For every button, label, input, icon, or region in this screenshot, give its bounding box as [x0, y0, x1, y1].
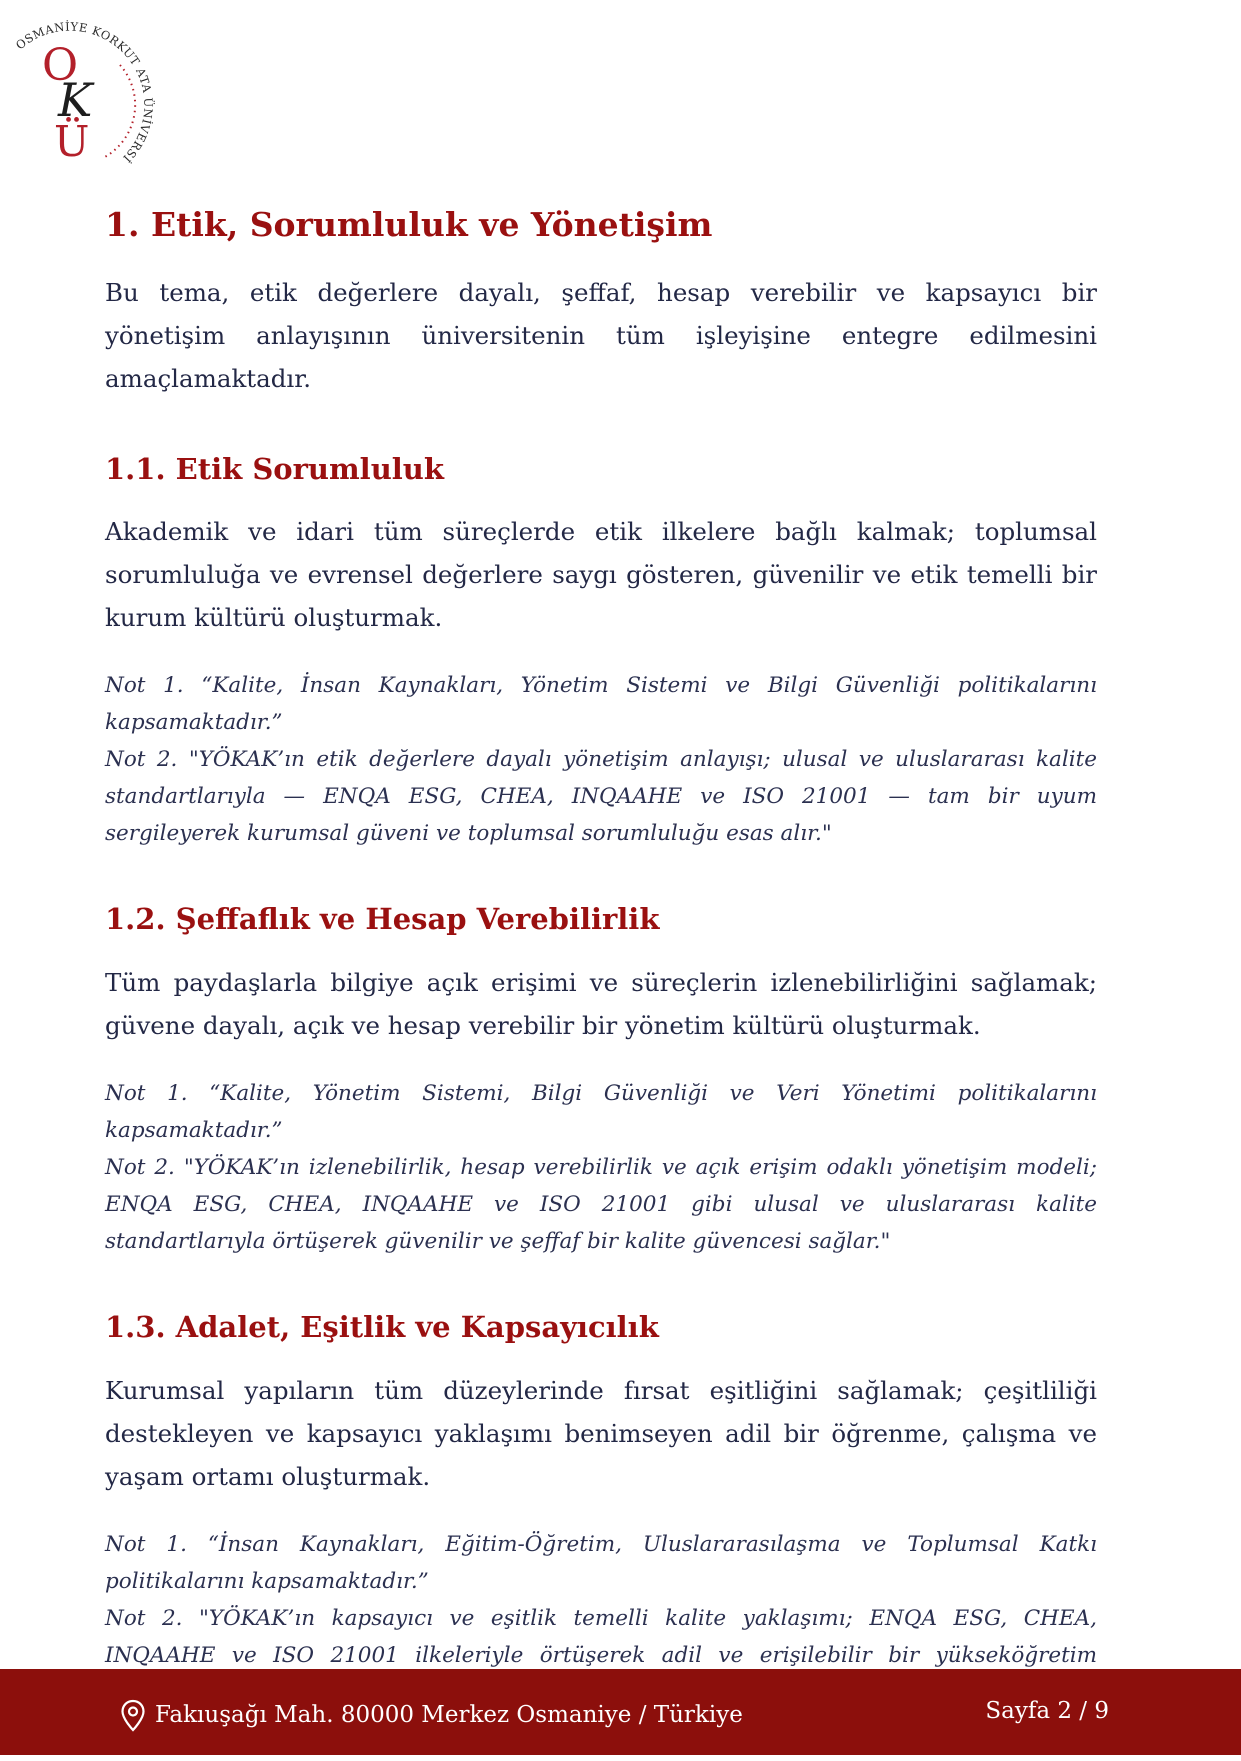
section-text: Akademik ve idari tüm süreçlerde etik ilkelere bağlı kalmak; toplumsal sorumluluğa ve evrensel değerlere saygı gösteren, güvenilir ve etik temelli bir kurum kültürü oluşturmak. — [105, 517, 1097, 633]
note-1: Not 1. “Kalite, İnsan Kaynakları, Yönetim Sistemi ve Bilgi Güvenliği politikalarını kapsamaktadır.” — [105, 673, 1097, 736]
logo-letter-u: Ü — [54, 117, 90, 166]
university-logo — [8, 10, 158, 170]
note-2: Not 2. "YÖKAK’ın kapsayıcı ve eşitlik temelli kalite yaklaşımı; ENQA ESG, CHEA, INQAAHE ve ISO 21001 ilkeleriyle örtüşerek adil ve erişilebilir bir yükseköğretim — [105, 1605, 1097, 1668]
location-pin-icon — [120, 1699, 146, 1733]
intro-paragraph: Bu tema, etik değerlere dayalı, şeffaf, hesap verebilir ve kapsayıcı bir yönetişim anlayışının üniversitenin tüm işleyişine entegre edilmesini amaçlamaktadır. — [105, 277, 1097, 393]
section-heading: 1.1. Etik Sorumluluk — [105, 451, 444, 486]
section-text: Tüm paydaşlarla bilgiye açık erişimi ve süreçlerin izlenebilirliğini sağlamak; güvene dayalı, açık ve hesap verebilir bir yönetim kültürü oluşturmak. — [105, 968, 1097, 1041]
document-body — [105, 205, 1097, 1761]
section-text: Kurumsal yapıların tüm düzeylerinde fırsat eşitliğini sağlamak; çeşitliliği destekleyen ve kapsayıcı yaklaşımı benimseyen adil bir öğrenme, çalışma ve yaşam ortamı oluşturmak. — [105, 1375, 1097, 1491]
section-1-3 — [105, 1310, 1097, 1711]
logo-letter-o: O — [42, 40, 79, 91]
note-2: Not 2. "YÖKAK’ın izlenebilirlik, hesap verebilirlik ve açık erişim odaklı yönetişim modeli; ENQA ESG, CHEA, INQAAHE ve ISO 21001 gibi ulusal ve uluslararası kalite standartlarıyla örtüşerek güvenilir ve şeffaf bir kalite güvencesi sağlar." — [105, 1155, 1097, 1255]
page-title: 1. Etik, Sorumluluk ve Yönetişim — [105, 205, 713, 244]
section-notes — [105, 1075, 1097, 1260]
logo-letter-k: K — [58, 73, 93, 127]
section-1-1 — [105, 452, 1097, 853]
note-2: Not 2. "YÖKAK’ın etik değerlere dayalı yönetişim anlayışı; ulusal ve uluslararası kalite standartlarıyla — ENQA ESG, CHEA, INQAAHE ve ISO 21001 — tam bir uyum sergileyerek kurumsal güveni ve toplumsal sorumluluğu esas alır." — [105, 747, 1097, 847]
note-1: Not 1. “Kalite, Yönetim Sistemi, Bilgi Güvenliği ve Veri Yönetimi politikalarını kapsamaktadır.” — [105, 1081, 1097, 1144]
section-heading: 1.2. Şeffaflık ve Hesap Verebilirlik — [105, 902, 660, 937]
section-1-2 — [105, 902, 1097, 1260]
section-heading: 1.3. Adalet, Eşitlik ve Kapsayıcılık — [105, 1310, 659, 1345]
section-notes — [105, 667, 1097, 852]
page-number: Sayfa 2 / 9 — [985, 1698, 1109, 1724]
footer-address: Fakıuşağı Mah. 80000 Merkez Osmaniye / Türkiye — [155, 1702, 743, 1728]
page-footer — [0, 1669, 1241, 1755]
note-1: Not 1. “İnsan Kaynakları, Eğitim-Öğretim, Uluslararasılaşma ve Toplumsal Katkı politikalarını kapsamaktadır.” — [105, 1531, 1097, 1594]
logo-arc-text: OSMANİYE KORKUT ATA ÜNİVERSİ — [12, 19, 156, 166]
university-seal-icon — [8, 10, 158, 170]
